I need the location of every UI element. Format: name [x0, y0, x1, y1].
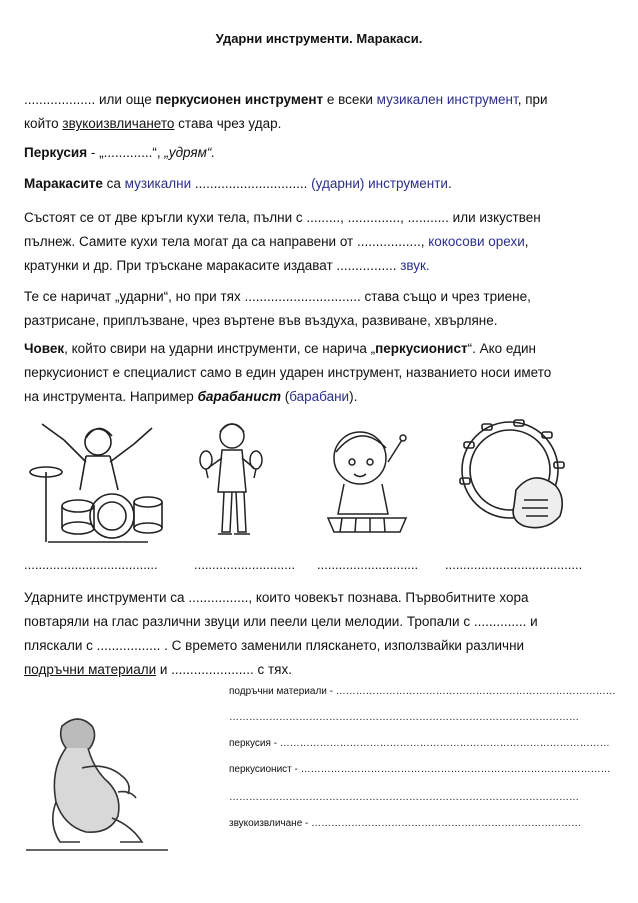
paragraph-history: [24, 586, 620, 682]
term-percussionist: перкусионист: [375, 341, 468, 356]
text: пляскали с ................. . С времето заменили пляскането, използвайки различни: [24, 638, 525, 653]
paragraph-percussionist: [24, 337, 620, 409]
text: звук.: [400, 258, 430, 273]
intro-blank: ................... или още: [24, 92, 156, 107]
text: разтрисане, приплъзване, чрез въртене във въздуха, развиване, хвърляне.: [24, 313, 498, 328]
text: - „.............“,: [87, 145, 165, 160]
text: повтаряли на глас различни звуци или пеели цели мелодии. Тропали с .............. и: [24, 614, 538, 629]
definition-sound-extraction: звукоизвличане - ………………………………………………………………………: [229, 818, 582, 829]
caption-blank-maracas: ............................: [194, 557, 296, 572]
term-percussion: Перкусия: [24, 145, 88, 160]
xylophone-child-illustration: [318, 422, 413, 540]
text: .: [447, 176, 452, 191]
caption-blank-drummer: .....................................: [24, 557, 158, 572]
definition-hand-materials: подръчни материали - …………………………………………………………………………: [229, 686, 616, 697]
text: са: [102, 176, 125, 191]
paragraph-maracas: [24, 172, 620, 196]
tambourine-illustration: [454, 412, 574, 540]
caption-blank-tambourine: ......................................: [445, 557, 583, 572]
text: „удрям“.: [164, 145, 216, 160]
text: ..............................: [191, 176, 312, 191]
text: , при: [517, 92, 548, 107]
term-musical-instrument: музикален инструмент: [376, 92, 518, 107]
page-title: Ударни инструменти. Маракаси.: [215, 31, 423, 46]
text: (ударни) инструменти: [311, 176, 448, 191]
text: перкусионист е специалист само в един ударен инструмент, названието носи името: [24, 365, 552, 380]
definition-line: ……………………………………………………………………………………………: [229, 712, 579, 723]
text: и ...................... с тях.: [156, 662, 292, 677]
text: Ударните инструменти са ................, които човекът познава. Първобитните хора: [24, 590, 529, 605]
term-maracas: Маракасите: [24, 176, 103, 191]
term-percussion-instrument: перкусионен инструмент: [155, 92, 324, 107]
text: който: [24, 116, 63, 131]
text: кратунки и др. При тръскане маракасите издават ................: [24, 258, 401, 273]
definition-line: ……………………………………………………………………………………………: [229, 792, 579, 803]
paragraph-maracas-structure: [24, 206, 620, 278]
paragraph-sound-methods: [24, 285, 620, 333]
text: музикални: [124, 176, 192, 191]
definition-percussion: перкусия - ………………………………………………………………………………………: [229, 738, 610, 749]
text: ).: [349, 389, 358, 404]
term-drummer: барабанист: [197, 389, 281, 404]
text: “. Ако един: [467, 341, 536, 356]
drummer-illustration: [28, 410, 168, 548]
text: Състоят се от две кръгли кухи тела, пълни с ........., .............., ........... или изкуствен: [24, 210, 541, 225]
text: барабани: [289, 389, 350, 404]
text: ,: [524, 234, 529, 249]
term-sound-extraction: звукоизвличането: [62, 116, 175, 131]
text: става чрез удар.: [174, 116, 282, 131]
caption-blank-xylophone: ............................: [317, 557, 419, 572]
text: , който свири на ударни инструменти, се нарича „: [64, 341, 376, 356]
text: кокосови орехи: [428, 234, 525, 249]
text: на инструмента. Например: [24, 389, 198, 404]
prehistoric-man-illustration: [22, 708, 172, 858]
text: Човек: [24, 341, 65, 356]
definition-percussionist: перкусионист - …………………………………………………………………………………: [229, 764, 611, 775]
paragraph-percussion-intro: [24, 88, 620, 136]
text: подръчни материали: [24, 662, 157, 677]
text: е всеки: [323, 92, 377, 107]
text: (: [280, 389, 290, 404]
text: Те се наричат „ударни“, но при тях ............................... става също и чрез триене,: [24, 289, 531, 304]
paragraph-percussion-definition: [24, 141, 620, 165]
maracas-player-illustration: [190, 414, 270, 544]
text: пълнеж. Самите кухи тела могат да са направени от .................,: [24, 234, 429, 249]
